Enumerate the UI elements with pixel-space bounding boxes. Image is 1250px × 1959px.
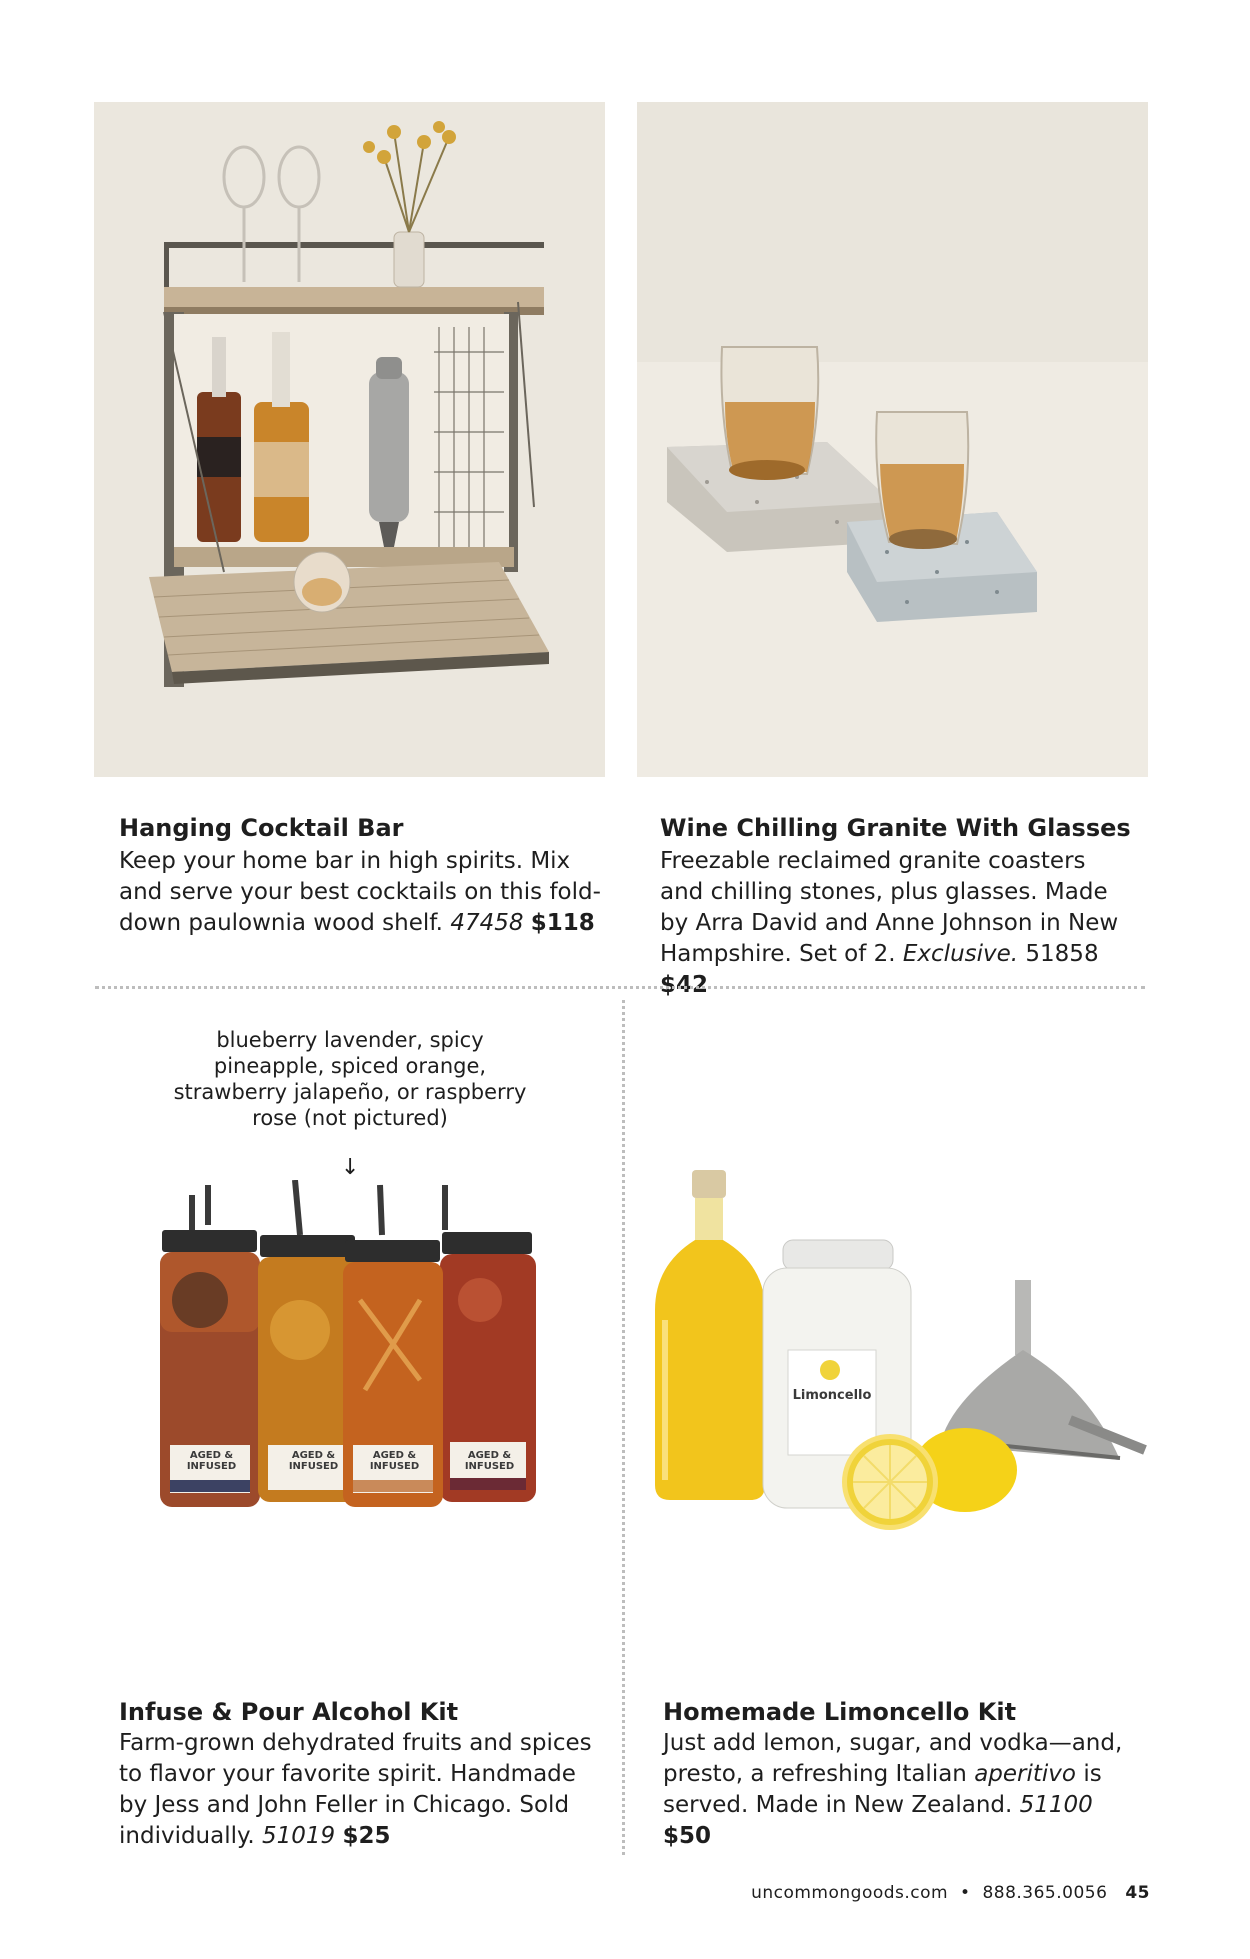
infuse-pour-kit-description (119, 1728, 609, 1852)
price: $50 (663, 1823, 712, 1849)
jar-label: AGED & INFUSED (464, 1450, 515, 1472)
exclusive-label: Exclusive. (902, 941, 1019, 967)
vertical-divider (622, 1000, 625, 1855)
description-italic: aperitivo (974, 1761, 1076, 1787)
item-number: 51019 (261, 1823, 336, 1849)
limoncello-jar-label: Limoncello (792, 1388, 872, 1403)
hanging-cocktail-bar-description (119, 846, 609, 939)
phone-number: 888.365.0056 (982, 1883, 1108, 1903)
item-number: 47458 (450, 910, 524, 936)
jar-label: AGED & INFUSED (186, 1450, 237, 1472)
item-number: 51858 (1025, 941, 1099, 967)
limoncello-kit-description (663, 1728, 1143, 1852)
price: $118 (530, 910, 595, 936)
flavor-callout: blueberry lavender, spicy pineapple, spiced orange, strawberry jalapeño, or raspberry rose (not pictured) (173, 1028, 527, 1130)
description-text: Just add lemon, sugar, and vodka—and, presto, a refreshing Italian (663, 1730, 1123, 1787)
description-text: is served. Made in New Zealand. (663, 1761, 1102, 1818)
infuse-pour-kit-photo (150, 1180, 550, 1540)
hanging-cocktail-bar-photo (94, 102, 605, 777)
wine-chilling-granite-description (660, 846, 1130, 1001)
jar-label: AGED & INFUSED (288, 1450, 339, 1472)
item-number: 51100 (1019, 1792, 1093, 1818)
wine-chilling-granite-photo (637, 102, 1148, 777)
website-link[interactable]: uncommongoods.com (751, 1883, 949, 1903)
limoncello-kit-photo (650, 1170, 1150, 1540)
arrow-down-icon: ↓ (341, 1155, 360, 1180)
jar-label: AGED & INFUSED (369, 1450, 420, 1472)
limoncello-kit-title: Homemade Limoncello Kit (663, 1698, 1017, 1726)
price: $25 (342, 1823, 391, 1849)
wine-chilling-granite-title: Wine Chilling Granite With Glasses (660, 814, 1131, 842)
page-footer (751, 1883, 1150, 1903)
price: $42 (660, 972, 709, 998)
description-text: Farm-grown dehydrated fruits and spices to flavor your favorite spirit. Handmade by Jess and John Feller in Chicago. Sold individually. (119, 1730, 592, 1849)
infuse-pour-kit-title: Infuse & Pour Alcohol Kit (119, 1698, 459, 1726)
page-number: 45 (1125, 1883, 1150, 1903)
hanging-cocktail-bar-title: Hanging Cocktail Bar (119, 814, 404, 842)
horizontal-divider (95, 986, 1145, 989)
description-text: Freezable reclaimed granite coasters and chilling stones, plus glasses. Made by Arra David and Anne Johnson in New Hampshire. Set of 2. (660, 848, 1119, 967)
footer-separator: • (960, 1883, 971, 1903)
description-text: Keep your home bar in high spirits. Mix and serve your best cocktails on this fold-down paulownia wood shelf. (119, 848, 601, 936)
